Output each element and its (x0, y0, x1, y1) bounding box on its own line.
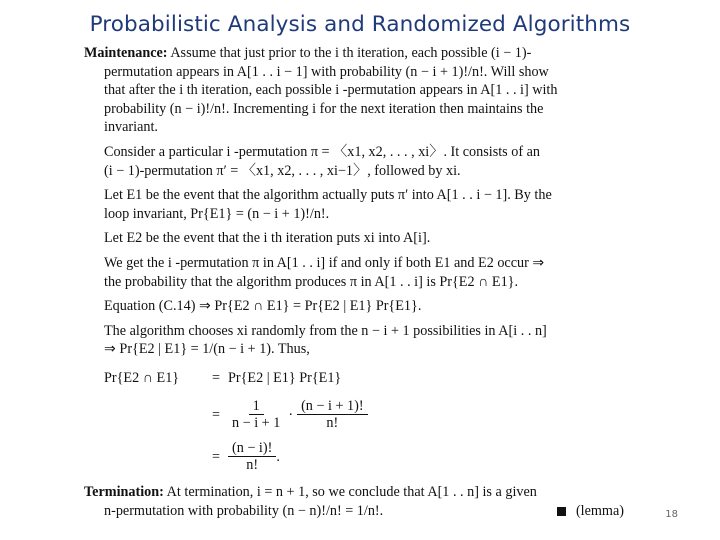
maintenance-line-1: Assume that just prior to the i th iteration, each possible (i − 1)- (170, 45, 532, 61)
maintenance-line-3: that after the i th iteration, each possible i -permutation appears in A[1 . . i] with (104, 82, 558, 99)
derivation-row-3 (104, 437, 624, 477)
fraction-denominator: n − i + 1 (232, 415, 281, 432)
event1-paragraph (84, 186, 624, 223)
derivation-block (84, 363, 624, 477)
maintenance-line-5: invariant. (104, 119, 158, 136)
termination-line-1: At termination, i = n + 1, so we conclude that A[1 . . n] is a given (166, 483, 537, 500)
consider-line-1: Consider a particular i -permutation π = 〈x1, x2, . . . , xi〉. It consists of an (104, 143, 540, 160)
lemma-label: (lemma) (575, 502, 624, 519)
qed-square-icon (557, 507, 566, 516)
derivation-lhs: Pr{E2 ∩ E1} (104, 369, 180, 386)
fraction-result (228, 440, 276, 473)
derivation-row-2 (104, 393, 624, 437)
maintenance-line-2: permutation appears in A[1 . . i − 1] with probability (n − i + 1)!/n!. Will show (104, 63, 549, 80)
equals-sign: = (211, 448, 220, 465)
termination-continuation (84, 502, 624, 521)
fraction-denominator: n! (326, 415, 339, 432)
proof-body (84, 44, 624, 520)
permutation-line-2: the probability that the algorithm produces π in A[1 . . i] is Pr{E2 ∩ E1}. (104, 273, 519, 290)
chooses-line-2: ⇒ Pr{E2 | E1} = 1/(n − i + 1). Thus, (104, 341, 310, 358)
page-number: 18 (665, 509, 678, 520)
termination-paragraph (84, 483, 624, 502)
termination-label: Termination: (84, 483, 164, 500)
event1-line-1: Let E1 be the event that the algorithm actually puts π′ into A[1 . . i − 1]. By the (104, 187, 552, 204)
derivation-row-1 (104, 363, 624, 393)
permutation-line-1: We get the i -permutation π in A[1 . . i] if and only if both E1 and E2 occur ⇒ (104, 254, 545, 271)
fraction-factorial (297, 398, 368, 431)
consider-paragraph (84, 143, 624, 180)
times-dot: · (288, 406, 294, 423)
chooses-paragraph (84, 322, 624, 359)
fraction-numerator: 1 (249, 398, 264, 415)
event2-line-1: Let E2 be the event that the i th iteration puts xi into A[i]. (104, 230, 431, 247)
fraction-numerator: (n − i)! (228, 440, 276, 457)
equation-paragraph (84, 297, 624, 316)
slide-title: Probabilistic Analysis and Randomized Algorithms (89, 12, 631, 37)
consider-line-2: (i − 1)-permutation π′ = 〈x1, x2, . . . , xi−1〉, followed by xi. (104, 162, 461, 179)
lemma-tag (557, 502, 624, 521)
maintenance-line-4: probability (n − i)!/n!. Incrementing i for the next iteration then maintains the (104, 100, 544, 117)
permutation-paragraph (84, 254, 624, 291)
derivation-rhs-1: Pr{E2 | E1} Pr{E1} (228, 369, 342, 386)
event1-line-2: loop invariant, Pr{E1} = (n − i + 1)!/n!. (104, 205, 330, 222)
equals-sign: = (211, 369, 220, 386)
maintenance-paragraph (84, 44, 624, 63)
derivation-period: . (276, 448, 280, 465)
equation-line-1: Equation (C.14) ⇒ Pr{E2 ∩ E1} = Pr{E2 | E1} Pr{E1}. (104, 298, 422, 315)
fraction-one-over (228, 398, 284, 431)
equals-sign: = (211, 406, 220, 423)
event2-paragraph (84, 229, 624, 248)
fraction-numerator: (n − i + 1)! (297, 398, 368, 415)
maintenance-continuation (84, 63, 624, 137)
chooses-line-1: The algorithm chooses xi randomly from the n − i + 1 possibilities in A[i . . n] (104, 322, 547, 339)
maintenance-label: Maintenance: (84, 45, 168, 61)
termination-line-2: n-permutation with probability (n − n)!/n! = 1/n!. (104, 502, 384, 519)
fraction-denominator: n! (246, 457, 259, 474)
